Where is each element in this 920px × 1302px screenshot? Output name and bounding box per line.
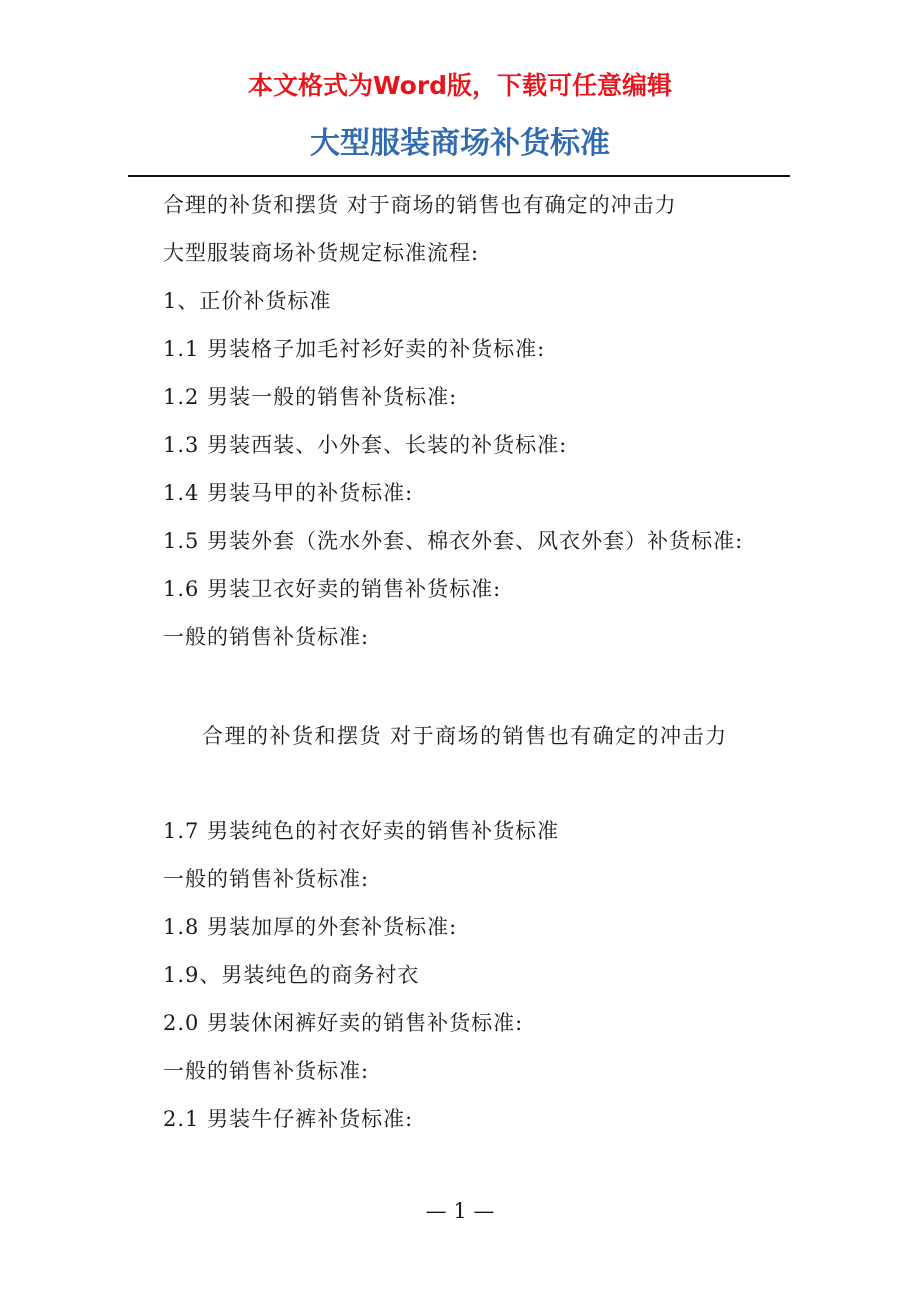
text-line: 大型服装商场补货规定标准流程: [163, 241, 480, 265]
text-line: 1.6 男装卫衣好卖的销售补货标准: [163, 577, 502, 601]
text-line: 1.5 男装外套（洗水外套、棉衣外套、风衣外套）补货标准: [163, 529, 744, 553]
page-number: — 1 — [425, 1199, 495, 1223]
text-line: 1、正价补货标准 [163, 289, 332, 313]
text-line: 2.0 男装休闲裤好卖的销售补货标准: [163, 1011, 524, 1035]
text-line: 1.9、男装纯色的商务衬衣 [163, 963, 420, 987]
text-line: 1.3 男装西装、小外套、长装的补货标准: [163, 433, 568, 457]
text-line: 1.8 男装加厚的外套补货标准: [163, 915, 458, 939]
text-line: 2.1 男装牛仔裤补货标准: [163, 1107, 414, 1131]
text-line: 1.4 男装马甲的补货标准: [163, 481, 414, 505]
text-line: 一般的销售补货标准: [163, 625, 370, 649]
text-line: 一般的销售补货标准: [163, 867, 370, 891]
text-line: 合理的补货和摆货 对于商场的销售也有确定的冲击力 [163, 193, 677, 217]
text-line: 1.2 男装一般的销售补货标准: [163, 385, 458, 409]
text-line: 1.7 男装纯色的衬衣好卖的销售补货标准 [163, 819, 560, 843]
document-title: 大型服装商场补货标准 [310, 126, 610, 161]
title-divider [128, 175, 790, 177]
indented-paragraph: 合理的补货和摆货 对于商场的销售也有确定的冲击力 [202, 724, 728, 748]
text-line: 一般的销售补货标准: [163, 1059, 370, 1083]
format-notice: 本文格式为Word版，下载可任意编辑 [247, 71, 673, 100]
text-line: 1.1 男装格子加毛衬衫好卖的补货标准: [163, 337, 546, 361]
